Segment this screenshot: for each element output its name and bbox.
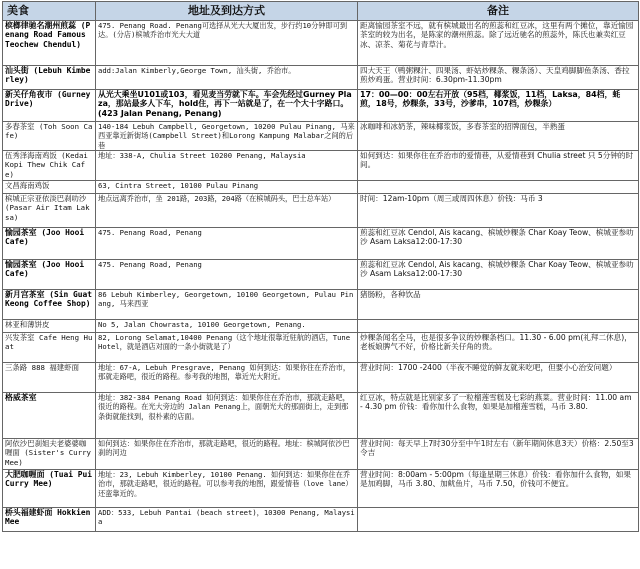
food-name-cell: 多春茶室 (Toh Soon Cafe) [3, 122, 96, 151]
food-guide-table [2, 1, 639, 532]
table-row [3, 90, 639, 122]
address-cell: No 5, Jalan Chowrasta, 10100 Georgetown, Penang. [96, 320, 358, 333]
food-name-cell: 大肥咖喱面 (Tuai Pui Curry Mee) [3, 470, 96, 508]
notes-cell: 煎蕊和红豆冰 Cendol, Ais kacang、槟城炒粿条 Char Koay Teow、槟城亚参叻沙 Asam Laksa12:00-17:30 [358, 260, 639, 290]
table-row [3, 393, 639, 439]
food-name-cell: 文昌海南鸡饭 [3, 181, 96, 194]
notes-cell: 时间：12am-10pm（周三或周四休息）价钱：马币 3 [358, 194, 639, 228]
address-cell: 475. Penang Road, Penang [96, 228, 358, 260]
address-cell: 475. Penang Road, Penang [96, 260, 358, 290]
food-name-cell: 槟城正宗亚依淡巴刹叻沙 (Pasar Air Itam Laksa) [3, 194, 96, 228]
header-address: 地址及到达方式 [96, 2, 358, 21]
food-name-cell: 格威茶室 [3, 393, 96, 439]
food-name-cell: 愉园茶室 (Joo Hooi Cafe) [3, 228, 96, 260]
notes-cell: 营业时间：1700 -2400（半夜不睡觉的鲜友就来吃吧，但要小心治安问题） [358, 363, 639, 393]
address-cell: 86 Lebuh Kimberley, Georgetown, 10100 Georgetown, Pulau Pinang, 马来西亚 [96, 290, 358, 320]
header-row [3, 2, 639, 21]
table-row [3, 194, 639, 228]
address-cell: 从光大乘坐U101或103，看见麦当劳就下车。车会先经过Gurney Plaza，那站最多人下车，hold住，再下一站就是了，在一个大十字路口。(423 Jalan Penang, Penang) [96, 90, 358, 122]
food-name-cell: 三条路 888 福建虾面 [3, 363, 96, 393]
table-row [3, 290, 639, 320]
food-name-cell: 林亚和薄饼皮 [3, 320, 96, 333]
food-name-cell: 愉园茶室 (Joo Hooi Cafe) [3, 260, 96, 290]
address-cell: 地点远离乔治市，坐 201路，203路，204路（在槟城码头，巴士总车站） [96, 194, 358, 228]
food-name-cell: 桥头福建虾面 Hokkien Mee [3, 508, 96, 532]
address-cell: 地址：23, Lebuh Kimberley, 10100 Penang. 如何到达：如果你住在乔治市，那就走路吧，很近的路程。可以参考我的地图，跟爱情巷（love lane）还蛮靠近的。 [96, 470, 358, 508]
table-row [3, 66, 639, 90]
address-cell: 475. Penang Road. Penang可选择从光大大厦出发，步行约10分钟即可到达。(分店)槟城乔治市光大大道 [96, 21, 358, 66]
notes-cell: 17：00—00：00左右开放（95档，椰浆饭，11档，Laksa，84档，蚝煎，18号，炒粿条，33号，沙爹串，107档，炒粿条） [358, 90, 639, 122]
notes-cell: 炒粿条闻名全马，也是很多争议的炒粿条档口。11.30 - 6.00 pm(礼拜二休息)，老板娘脾气不好，价格比新关仔角的贵。 [358, 333, 639, 363]
table-row [3, 260, 639, 290]
notes-cell: 距离愉园茶室不远，就有槟城最出名的煎蕊和红豆冰，这里有两个摊位，靠近愉园茶室的较为出名，是陈家的潮州煎蕊。除了远近驰名的煎蕊外，陈氏也兼卖红豆冰、凉茶、菊花与青草汁。 [358, 21, 639, 66]
notes-cell: 猪肠粉，各种饮品 [358, 290, 639, 320]
notes-cell: 四大天王（鸭粥粿汁、四果汤、虾姑炒粿条、粿条汤）、天皇鸡脚脚鱼条汤、香拉煎炒鸡蛋。营业时间：6.30pm-11.30pm [358, 66, 639, 90]
notes-cell: 冰咖啡和冰奶茶，辣味椰浆饭，多春茶室的招牌面包，半熟蛋 [358, 122, 639, 151]
notes-cell: 营业时间：每天早上7时30分至中午1时左右（新年期间休息3天）价格：2.50至3令吉 [358, 439, 639, 470]
notes-cell [358, 181, 639, 194]
food-name-cell: 阿依沙巴刹姐夫老婆婆咖喱面 (Sister's Curry Mee) [3, 439, 96, 470]
address-cell: 140-184 Lebuh Campbell, Georgetown, 10200 Pulau Pinang, 马来西亚靠近新街场(Campbell Street)和Lorong Kampung Malabar之间的后巷 [96, 122, 358, 151]
food-name-cell: 槟榔律驰名潮州煎蕊 (Penang Road Famous Teochew Chendul) [3, 21, 96, 66]
address-cell: add:Jalan Kimberly,George Town, 汕头街, 乔治市。 [96, 66, 358, 90]
address-cell: 地址：338-A, Chulia Street 10200 Penang, Malaysia [96, 151, 358, 181]
table-row [3, 363, 639, 393]
address-cell: 地址：382-384 Penang Road 如何到达：如果你住在乔治市，那就走路吧，很近的路程。在光大旁边的 Jalan Penang上，面朝光大的那面街上，走到那条街就能找到，很朴素的店面。 [96, 393, 358, 439]
table-row [3, 439, 639, 470]
food-name-cell: 新月宫茶室 (Sin Guat Keong Coffee Shop) [3, 290, 96, 320]
notes-cell: 如何到达：如果你住在乔治市的爱情巷，从爱情巷到 Chulia street 只 5分钟的时间。 [358, 151, 639, 181]
table-row [3, 21, 639, 66]
header-food: 美食 [3, 2, 96, 21]
address-cell: 如何到达：如果你住在乔治市，那就走路吧，很近的路程。地址：槟城阿依沙巴刹的河边 [96, 439, 358, 470]
address-cell: 地址：67-A, Lebuh Presgrave, Penang 如何到达：如果你住在乔治市，那就走路吧，很近的路程。参考我的地图，靠近光大附近。 [96, 363, 358, 393]
notes-cell: 营业时间：8:00am - 5:00pm（每逢星期三休息）价钱：看你加什么食物，如果是加鸡脚，马币 3.80、加鱿鱼片，马币 7.50，价钱可不便宜。 [358, 470, 639, 508]
food-name-cell: 兴发茶室 Cafe Heng Huat [3, 333, 96, 363]
table-row [3, 508, 639, 532]
table-row [3, 228, 639, 260]
notes-cell [358, 320, 639, 333]
address-cell: ADD：533, Lebuh Pantai (beach street)，10300 Penang, Malaysia [96, 508, 358, 532]
table-row [3, 470, 639, 508]
address-cell: 82, Lorong Selamat,10400 Penang（这个地址很靠近驻航的酒店，Tune Hotel，就是酒店对面的一条小街就是了） [96, 333, 358, 363]
notes-cell: 红豆冰，特点就是比别家多了一粒榴莲雪糕及七彩的燕菜。营业时间：11.00 am - 4.30 pm 价钱：看你加什么食物，如果是加榴莲雪糕，马币 3.80. [358, 393, 639, 439]
header-notes: 备注 [358, 2, 639, 21]
table-row [3, 122, 639, 151]
table-row [3, 320, 639, 333]
table-row [3, 333, 639, 363]
notes-cell [358, 508, 639, 532]
table-row [3, 181, 639, 194]
address-cell: 63, Cintra Street, 10100 Pulau Pinang [96, 181, 358, 194]
table-row [3, 151, 639, 181]
food-name-cell: 新关仔角夜市 (Gurney Drive) [3, 90, 96, 122]
food-name-cell: 汕头街 (Lebuh Kimberley) [3, 66, 96, 90]
notes-cell: 煎蕊和红豆冰 Cendol, Ais kacang、槟城炒粿条 Char Koay Teow、槟城亚参叻沙 Asam Laksa12:00-17:30 [358, 228, 639, 260]
food-name-cell: 伍秀泽海南鸡饭 (Kedai Kopi Thew Chik Cafe) [3, 151, 96, 181]
